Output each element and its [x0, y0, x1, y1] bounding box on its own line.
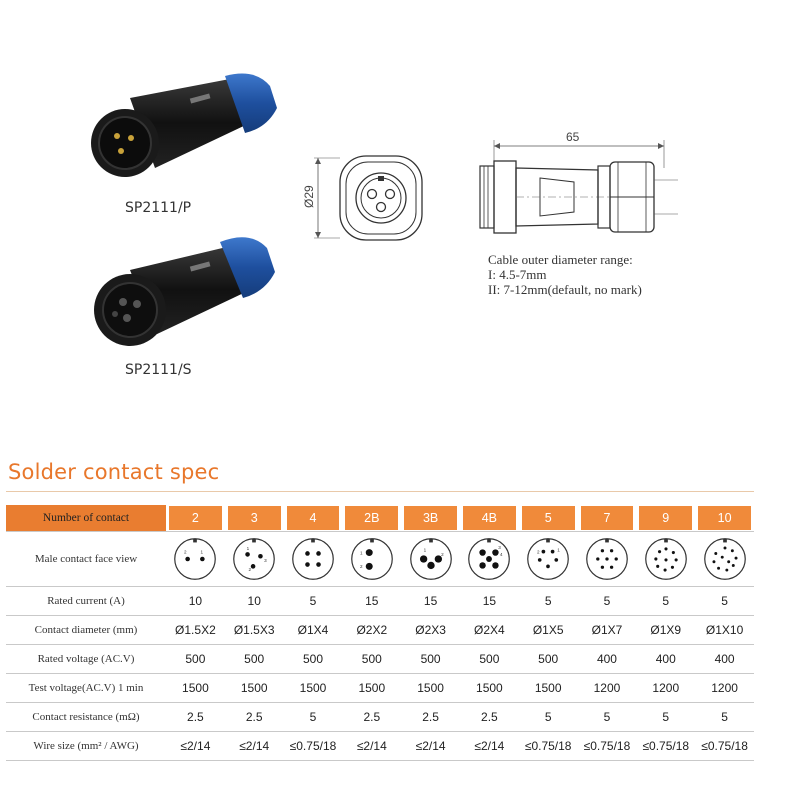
spec-table [6, 505, 754, 761]
plug-label: SP2111/P [125, 200, 192, 216]
spec-value: 1200 [695, 674, 754, 703]
spec-value: 15 [401, 587, 460, 616]
face-key [723, 539, 727, 543]
spec-value: 500 [519, 645, 578, 674]
contact-pin [615, 557, 618, 560]
spec-value: ≤2/14 [460, 732, 519, 761]
contact-face-diagram [643, 536, 689, 582]
spec-value: 1500 [401, 674, 460, 703]
contact-pin [596, 557, 599, 560]
spec-value: Ø2X2 [342, 616, 401, 645]
spec-row [6, 703, 754, 732]
spec-value: Ø1X7 [578, 616, 637, 645]
column-header-label: 7 [581, 506, 634, 530]
column-header-label: 2 [169, 506, 222, 530]
contact-pin [672, 551, 675, 554]
face-view-cell [578, 532, 637, 587]
spec-value: 1500 [460, 674, 519, 703]
contact-pin [305, 562, 310, 567]
contact-pin [186, 557, 191, 562]
contact-pin [725, 569, 728, 572]
spec-value: 10 [225, 587, 284, 616]
side-dimension: 65 [566, 130, 580, 144]
contact-pin [610, 549, 613, 552]
spec-value: 5 [284, 587, 343, 616]
face-view-cell [342, 532, 401, 587]
contact-face-diagram [290, 536, 336, 582]
contact-pin [366, 549, 373, 556]
column-header-label: 9 [639, 506, 692, 530]
column-header-label: 2B [345, 506, 398, 530]
cable-diameter-note [488, 252, 642, 297]
contact-pin [480, 562, 486, 568]
contact-pin [555, 558, 559, 562]
title-divider [6, 491, 754, 492]
pin-number: 2 [184, 549, 187, 555]
spec-value: 1200 [578, 674, 637, 703]
spec-value: Ø1.5X3 [225, 616, 284, 645]
side-view-drawing [478, 128, 688, 240]
spec-row [6, 616, 754, 645]
face-view-cell [519, 532, 578, 587]
column-header [460, 505, 519, 532]
contact-pin [200, 557, 205, 562]
spec-value: 15 [460, 587, 519, 616]
contact-face-diagram [172, 536, 218, 582]
column-header [401, 505, 460, 532]
spec-value: 1500 [166, 674, 225, 703]
spec-value: 2.5 [342, 703, 401, 732]
column-header [342, 505, 401, 532]
spec-row [6, 732, 754, 761]
contact-pin [251, 564, 256, 569]
cable-note-title: Cable outer diameter range: [488, 252, 633, 267]
face-outline [293, 539, 333, 579]
front-dimension: Ø29 [302, 185, 316, 208]
contact-pin [427, 562, 434, 569]
cable-note-line1: I: 4.5-7mm [488, 267, 547, 282]
face-key [488, 539, 492, 543]
contact-pin [305, 551, 310, 556]
pin-number: 1 [557, 547, 560, 553]
pin-number: 2 [440, 552, 444, 558]
contact-pin [730, 549, 733, 552]
spec-value: 500 [342, 645, 401, 674]
spec-value: ≤2/14 [225, 732, 284, 761]
column-header-label: 3 [228, 506, 281, 530]
spec-row-label: Test voltage(AC.V) 1 min [6, 674, 166, 703]
contact-pin [493, 562, 499, 568]
face-key [605, 539, 609, 543]
column-header [166, 505, 225, 532]
spec-value: ≤2/14 [342, 732, 401, 761]
spec-row-label: Contact diameter (mm) [6, 616, 166, 645]
pin-number: 3 [498, 544, 502, 550]
spec-value: 5 [284, 703, 343, 732]
face-view-label: Male contact face view [6, 532, 166, 587]
spec-value: 500 [284, 645, 343, 674]
column-header-label: 5 [522, 506, 575, 530]
spec-value: 5 [519, 587, 578, 616]
pin-number: 1 [200, 549, 204, 555]
face-view-cell [636, 532, 695, 587]
column-header [225, 505, 284, 532]
plug-photo [85, 68, 285, 198]
spec-value: 5 [695, 587, 754, 616]
face-outline [704, 539, 744, 579]
contact-pin [717, 567, 720, 570]
face-key [664, 539, 668, 543]
pin-number: 1 [359, 550, 363, 556]
contact-pin [610, 566, 613, 569]
pin-number: 2 [248, 566, 252, 572]
contact-pin [727, 560, 730, 563]
pin-number: 1 [246, 545, 250, 551]
face-key [194, 539, 198, 543]
contact-pin [714, 552, 717, 555]
contact-pin [674, 558, 677, 561]
contact-pin [605, 557, 608, 560]
column-header [519, 505, 578, 532]
contact-pin [712, 560, 715, 563]
contact-pin [601, 566, 604, 569]
spec-value: 2.5 [225, 703, 284, 732]
face-view-row [6, 532, 754, 587]
spec-value: 1500 [519, 674, 578, 703]
spec-value: 2.5 [166, 703, 225, 732]
face-view-cell [401, 532, 460, 587]
spec-value: 5 [695, 703, 754, 732]
contact-pin [720, 556, 723, 559]
face-key [370, 539, 374, 543]
spec-value: ≤0.75/18 [519, 732, 578, 761]
spec-value: Ø1X9 [636, 616, 695, 645]
spec-value: 5 [519, 703, 578, 732]
spec-value: Ø1X5 [519, 616, 578, 645]
spec-value: 1200 [636, 674, 695, 703]
contact-pin [723, 546, 726, 549]
pin-number: 2 [537, 549, 540, 555]
contact-pin [480, 549, 486, 555]
spec-row [6, 674, 754, 703]
spec-value: Ø1X10 [695, 616, 754, 645]
contact-pin [420, 555, 427, 562]
spec-row-label: Wire size (mm² / AWG) [6, 732, 166, 761]
face-view-cell [166, 532, 225, 587]
contact-pin [654, 557, 657, 560]
contact-pin [316, 551, 321, 556]
face-key [252, 539, 256, 543]
face-key [546, 539, 550, 543]
column-header-label: 4B [463, 506, 516, 530]
contact-pin [663, 568, 666, 571]
spec-value: ≤2/14 [166, 732, 225, 761]
contact-pin [542, 550, 546, 554]
spec-value: 5 [578, 587, 637, 616]
section-title: Solder contact spec [8, 460, 220, 484]
spec-value: Ø1.5X2 [166, 616, 225, 645]
contact-pin [538, 558, 542, 562]
spec-value: Ø1X4 [284, 616, 343, 645]
face-key [429, 539, 433, 543]
spec-value: 500 [460, 645, 519, 674]
face-outline [528, 539, 568, 579]
column-header-label: 4 [287, 506, 340, 530]
contact-pin [671, 566, 674, 569]
contact-pin [664, 558, 667, 561]
spec-value: 5 [636, 703, 695, 732]
contact-face-diagram [466, 536, 512, 582]
spec-value: Ø2X3 [401, 616, 460, 645]
face-outline [410, 539, 450, 579]
contact-face-diagram [349, 536, 395, 582]
spec-value: 5 [578, 703, 637, 732]
contact-pin [486, 556, 492, 562]
spec-value: 500 [225, 645, 284, 674]
column-header-label: 3B [404, 506, 457, 530]
contact-pin [734, 557, 737, 560]
front-view-drawing [300, 150, 430, 245]
spec-value: ≤2/14 [401, 732, 460, 761]
spec-value: 2.5 [401, 703, 460, 732]
spec-value: ≤0.75/18 [695, 732, 754, 761]
contact-pin [601, 549, 604, 552]
face-view-cell [695, 532, 754, 587]
face-view-cell [225, 532, 284, 587]
column-header [695, 505, 754, 532]
contact-pin [731, 564, 734, 567]
face-view-cell [284, 532, 343, 587]
contact-pin [656, 565, 659, 568]
spec-row-label: Contact resistance (mΩ) [6, 703, 166, 732]
contact-pin [316, 562, 321, 567]
spec-value: 5 [636, 587, 695, 616]
spec-value: 1500 [342, 674, 401, 703]
contact-pin [493, 549, 499, 555]
spec-value: 500 [401, 645, 460, 674]
contact-face-diagram [231, 536, 277, 582]
spec-value: 400 [636, 645, 695, 674]
spec-value: ≤0.75/18 [284, 732, 343, 761]
spec-row-label: Rated current (A) [6, 587, 166, 616]
spec-row [6, 587, 754, 616]
contact-pin [245, 552, 250, 557]
contact-pin [546, 565, 550, 569]
spec-value: 400 [695, 645, 754, 674]
cable-note-line2: II: 7-12mm(default, no mark) [488, 282, 642, 297]
spec-value: 1500 [284, 674, 343, 703]
socket-label: SP2111/S [125, 362, 192, 378]
face-view-cell [460, 532, 519, 587]
spec-value: 400 [578, 645, 637, 674]
spec-row-label: Rated voltage (AC.V) [6, 645, 166, 674]
contact-pin [664, 547, 667, 550]
contact-face-diagram [408, 536, 454, 582]
contact-pin [258, 554, 263, 559]
spec-value: 1500 [225, 674, 284, 703]
pin-number: 4 [500, 552, 503, 558]
face-key [311, 539, 315, 543]
spec-value: 10 [166, 587, 225, 616]
column-header-label: 10 [698, 506, 751, 530]
spec-row [6, 645, 754, 674]
column-header [578, 505, 637, 532]
spec-value: ≤0.75/18 [636, 732, 695, 761]
pin-number: 3 [264, 557, 267, 563]
spec-value: 15 [342, 587, 401, 616]
contact-pin [551, 550, 555, 554]
contact-pin [658, 550, 661, 553]
spec-value: 2.5 [460, 703, 519, 732]
header-label: Number of contact [6, 505, 166, 532]
column-header [636, 505, 695, 532]
spec-value: ≤0.75/18 [578, 732, 637, 761]
pin-number: 1 [423, 547, 426, 553]
table-header-row [6, 505, 754, 532]
contact-face-diagram [584, 536, 630, 582]
contact-pin [366, 563, 373, 570]
column-header [284, 505, 343, 532]
spec-value: Ø2X4 [460, 616, 519, 645]
face-outline [352, 539, 392, 579]
contact-face-diagram [525, 536, 571, 582]
socket-photo [85, 230, 285, 360]
pin-number: 2 [359, 564, 363, 570]
spec-value: 500 [166, 645, 225, 674]
face-outline [234, 539, 274, 579]
face-outline [175, 539, 215, 579]
contact-face-diagram [702, 536, 748, 582]
